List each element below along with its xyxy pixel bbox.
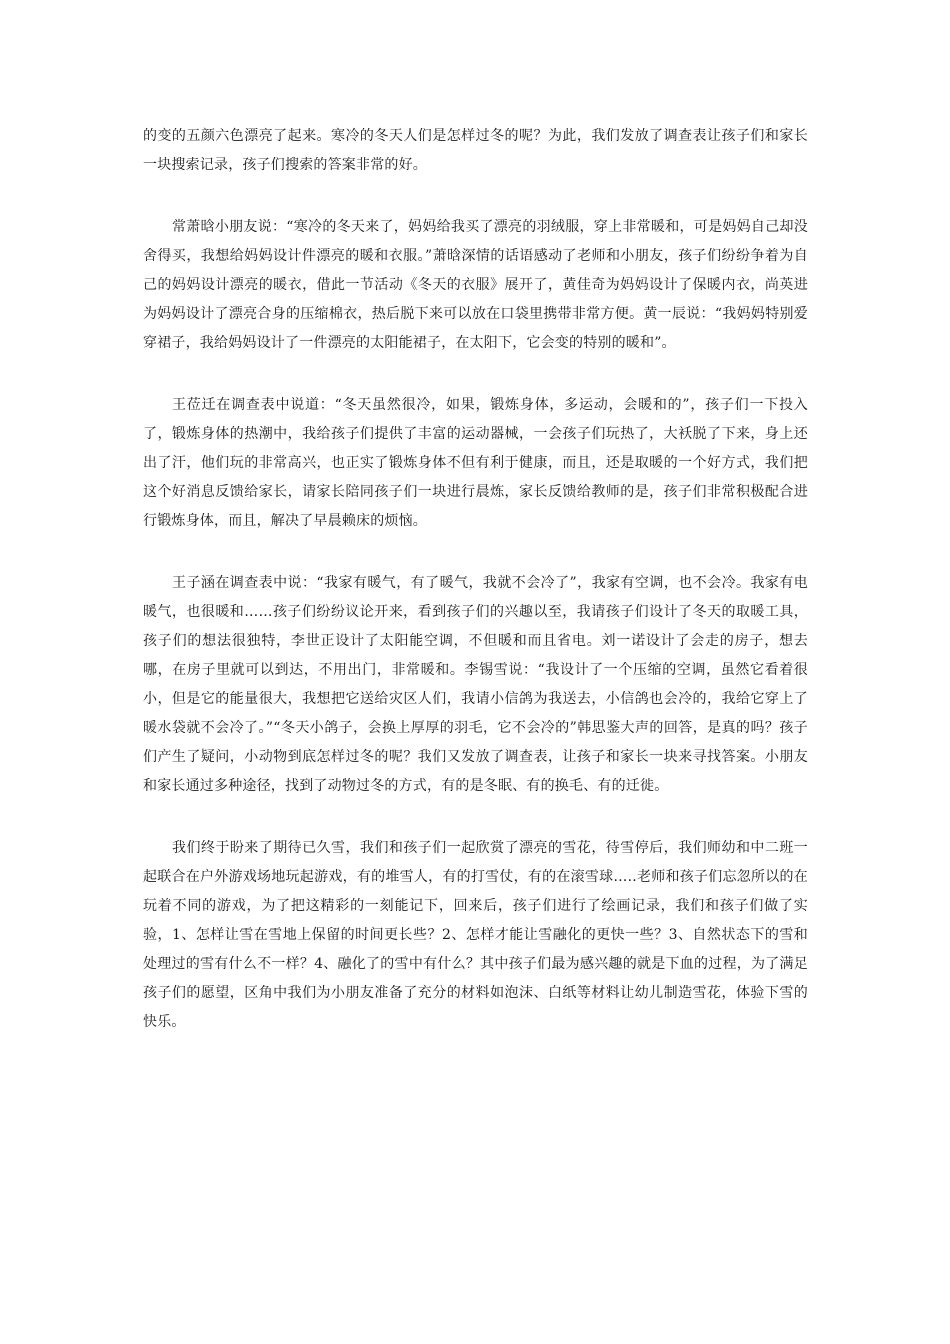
- paragraph-5: 我们终于盼来了期待已久雪，我们和孩子们一起欣赏了漂亮的雪花，待雪停后，我们师幼和中二班一起联合在户外游戏场地玩起游戏，有的堆雪人，有的打雪仗，有的在滚雪球…..老师和孩子们忘忽所以的在玩着不同的游戏，为了把这精彩的一刻能记下，回来后，孩子们进行了绘画记录，我们和孩子们做了实验，1、怎样让雪在雪地上保留的时间更长些？2、怎样才能让雪融化的更快一些？3、自然状态下的雪和处理过的雪有什么不一样？4、融化了的雪中有什么？其中孩子们最为感兴趣的就是下血的过程，为了满足孩子们的愿望，区角中我们为小朋友准备了充分的材料如泡沫、白纸等材料让幼儿制造雪花，体验下雪的快乐。: [143, 840, 808, 1030]
- document-body: [143, 122, 808, 1037]
- paragraph-3: 王莅迁在调查表中说道：“冬天虽然很冷，如果，锻炼身体，多运动，会暖和的”，孩子们一下投入了，锻炼身体的热潮中，我给孩子们提供了丰富的运动器械，一会孩子们玩热了，大袄脱了下来，身上还出了汗，他们玩的非常高兴，也正实了锻炼身体不但有利于健康，而且，还是取暖的一个好方式，我们把这个好消息反馈给家长，请家长陪同孩子们一块进行晨炼，家长反馈给教师的是，孩子们非常积极配合进行锻炼身体，而且，解决了早晨赖床的烦恼。: [143, 397, 808, 529]
- paragraph-2: 常萧晗小朋友说：“寒冷的冬天来了，妈妈给我买了漂亮的羽绒服，穿上非常暖和，可是妈妈自己却没舍得买，我想给妈妈设计件漂亮的暖和衣服。”萧晗深情的话语感动了老师和小朋友，孩子们纷纷争着为自己的妈妈设计漂亮的暖衣，借此一节活动《冬天的衣服》展开了，黄佳奇为妈妈设计了保暖内衣，尚英进为妈妈设计了漂亮合身的压缩棉衣，热后脱下来可以放在口袋里携带非常方便。黄一辰说：“我妈妈特别爱穿裙子，我给妈妈设计了一件漂亮的太阳能裙子，在太阳下，它会变的特别的暖和”。: [143, 219, 808, 351]
- paragraph-gap: [143, 801, 808, 834]
- paragraph-gap: [143, 180, 808, 213]
- paragraph-1: 的变的五颜六色漂亮了起来。寒冷的冬天人们是怎样过冬的呢？为此，我们发放了调查表让孩子们和家长一块搜索记录，孩子们搜索的答案非常的好。: [143, 128, 808, 173]
- paragraph-gap: [143, 358, 808, 391]
- paragraph-gap: [143, 536, 808, 569]
- paragraph-4: 王子涵在调查表中说：“我家有暖气，有了暖气，我就不会冷了”，我家有空调，也不会冷。我家有电暖气，也很暖和……孩子们纷纷议论开来，看到孩子们的兴趣以至，我请孩子们设计了冬天的取暖工具，孩子们的想法很独特，李世正设计了太阳能空调，不但暖和而且省电。刘一诺设计了会走的房子，想去哪，在房子里就可以到达，不用出门，非常暖和。李锡雪说：“我设计了一个压缩的空调，虽然它看着很小，但是它的能量很大，我想把它送给灾区人们，我请小信鸽为我送去，小信鸽也会冷的，我给它穿上了暖水袋就不会冷了。”“冬天小鸽子，会换上厚厚的羽毛，它不会冷的”韩思鉴大声的回答，是真的吗？孩子们产生了疑问，小动物到底怎样过冬的呢？我们又发放了调查表，让孩子和家长一块来寻找答案。小朋友和家长通过多种途径，找到了动物过冬的方式，有的是冬眠、有的换毛、有的迁徙。: [143, 575, 808, 794]
